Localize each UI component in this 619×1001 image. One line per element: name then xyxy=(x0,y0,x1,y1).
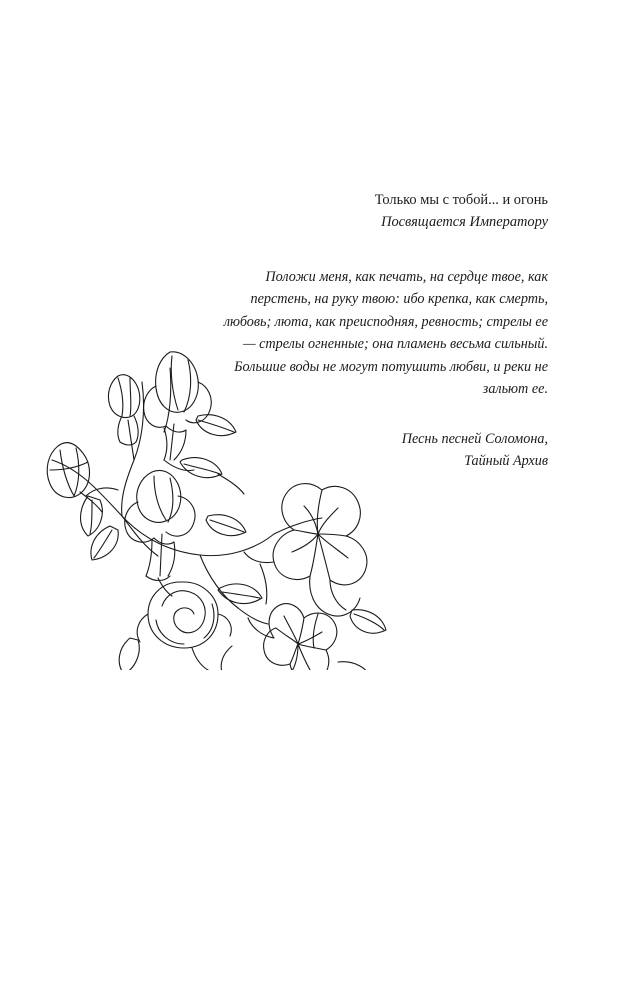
dedication-line-1: Только мы с тобой... и огонь xyxy=(374,192,548,208)
dedication-line-2: Посвящается Императору xyxy=(381,213,548,230)
dedication xyxy=(218,190,548,234)
epigraph-text: Положи меня, как печать, на сердце твое, как перстень, на руку твою: ибо крепка, как смерть, любовь; люта, как преисподняя, ревность; стрелы ее — стрелы огненные; она пламень весьма сильный. Большие воды не могут потушить любви, и реки не зальют ее. xyxy=(223,268,548,397)
floral-line-drawing xyxy=(22,320,422,670)
attribution-line-2: Тайный Архив xyxy=(464,453,548,470)
attribution-line-1: Песнь песней Соломона, xyxy=(401,431,548,448)
